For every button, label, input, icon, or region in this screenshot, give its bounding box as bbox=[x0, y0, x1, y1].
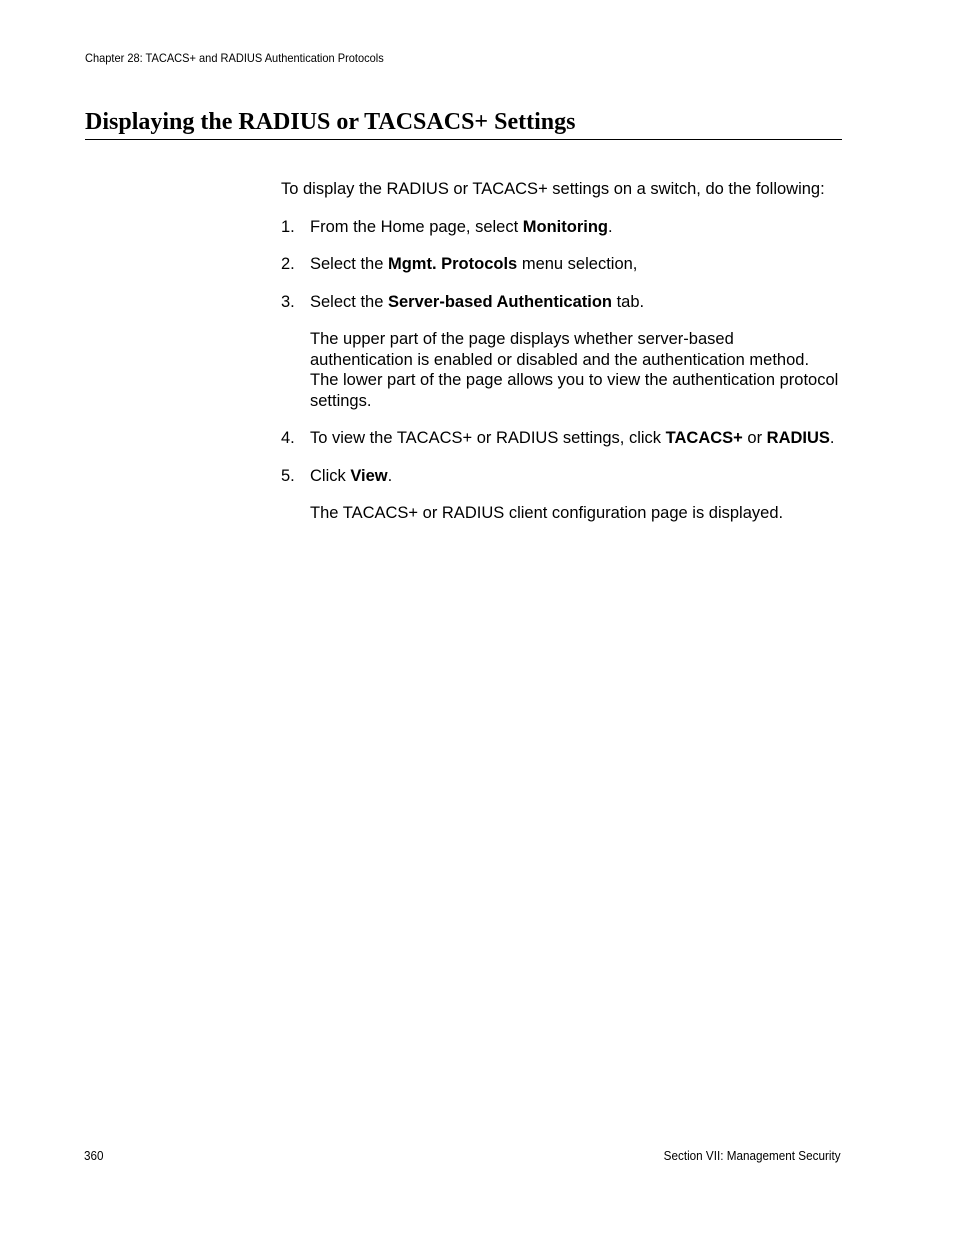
step-text: tab. bbox=[612, 292, 645, 311]
step-number: 1. bbox=[281, 217, 295, 236]
step-ui-term: TACACS+ bbox=[665, 429, 743, 447]
step-item bbox=[281, 292, 841, 313]
step-item bbox=[281, 428, 841, 449]
step-item bbox=[281, 217, 841, 238]
step-text: or bbox=[742, 429, 767, 447]
step-text: . bbox=[387, 466, 393, 485]
step-text: From the Home page, select bbox=[310, 217, 523, 236]
step-number: 5. bbox=[281, 466, 295, 485]
step-text: menu selection, bbox=[517, 255, 638, 273]
step-ui-term: View bbox=[350, 466, 388, 485]
step-ui-term: RADIUS bbox=[766, 429, 830, 447]
step-text: To view the TACACS+ or RADIUS settings, click bbox=[310, 429, 666, 447]
step-ui-term: Mgmt. Protocols bbox=[387, 255, 518, 273]
section-title: Displaying the RADIUS or TACSACS+ Settings bbox=[85, 108, 842, 140]
step-note: The upper part of the page displays whether server-based authentication is enabled or disabled and the authentication method. The lower part of the page allows you to view the authentication protocol settings. bbox=[310, 330, 839, 410]
step-ui-term: Server-based Authentication bbox=[387, 292, 612, 311]
step-number: 2. bbox=[281, 255, 295, 273]
step-text: . bbox=[829, 429, 835, 447]
step-note: The TACACS+ or RADIUS client configuration page is displayed. bbox=[310, 504, 784, 522]
step-text: . bbox=[608, 217, 613, 236]
step-item bbox=[281, 466, 841, 487]
step-number: 3. bbox=[281, 292, 295, 311]
footer-section: Section VII: Management Security bbox=[664, 1148, 841, 1163]
chapter-header: Chapter 28: TACACS+ and RADIUS Authentication Protocols bbox=[85, 51, 384, 65]
intro-paragraph: To display the RADIUS or TACACS+ settings on a switch, do the following: bbox=[281, 180, 825, 198]
document-body bbox=[281, 179, 841, 541]
step-text: Click bbox=[310, 466, 351, 485]
step-text: Select the bbox=[310, 292, 388, 311]
steps-list bbox=[281, 428, 841, 486]
step-item bbox=[281, 254, 841, 275]
step-text: Select the bbox=[310, 255, 388, 273]
step-ui-term: Monitoring bbox=[522, 217, 608, 236]
page-number: 360 bbox=[84, 1148, 104, 1163]
step-number: 4. bbox=[281, 429, 295, 447]
steps-list bbox=[281, 217, 841, 313]
